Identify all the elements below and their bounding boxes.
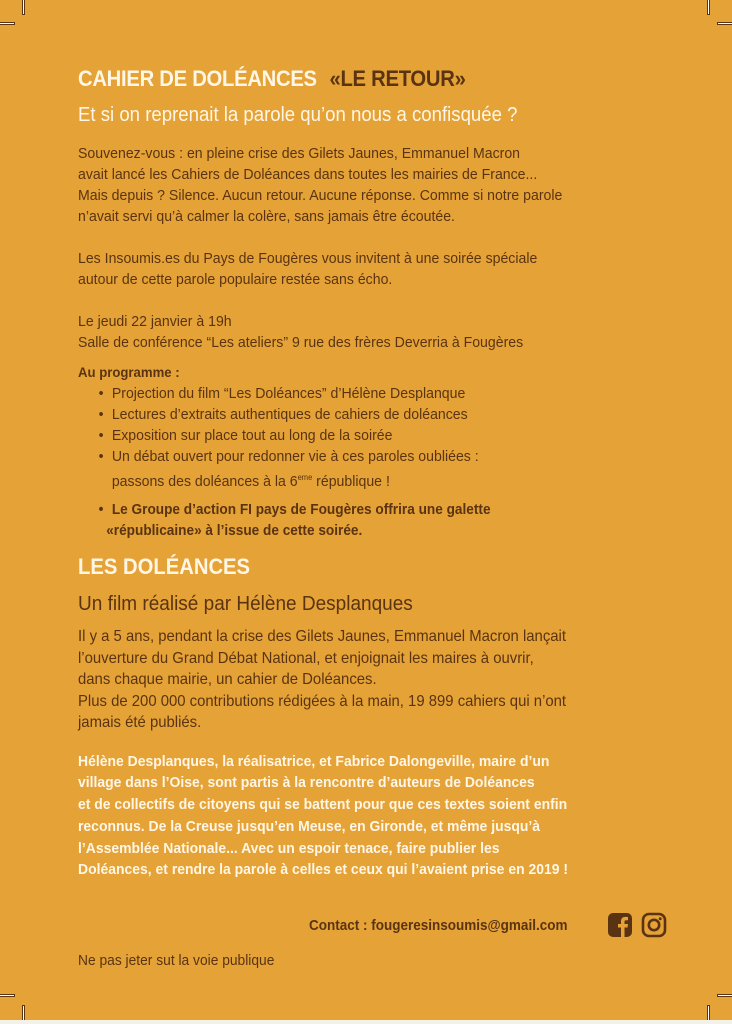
page-subtitle: Et si on reprenait la parole qu’on nous a confisquée ? xyxy=(78,104,518,126)
intro-line: n’avait servi qu’à calmer la colère, sans jamais être écoutée. xyxy=(78,208,455,225)
bullet-icon: • xyxy=(98,502,104,518)
page-edge xyxy=(0,1020,732,1024)
title-highlight: «LE RETOUR» xyxy=(329,66,466,91)
intro-line: Souvenez-vous : en pleine crise des Gilets Jaunes, Emmanuel Macron xyxy=(78,145,521,162)
film-highlight-line: village dans l’Oise, sont partis à la rencontre d’auteurs de Doléances xyxy=(78,774,535,792)
film-highlight-line: et de collectifs de citoyens qui se battent pour que ces textes soient enfin xyxy=(78,796,568,814)
film-subtitle: Un film réalisé par Hélène Desplanques xyxy=(78,593,413,615)
program-item: • Projection du film “Les Doléances” d’Hélène Desplanque xyxy=(98,385,466,402)
crop-mark-top-right-v xyxy=(708,0,709,14)
program-item-galette-continuation: «républicaine» à l’issue de cette soirée. xyxy=(106,523,363,539)
film-highlight-line: reconnus. De la Creuse jusqu’en Meuse, en Gironde, et même jusqu’à xyxy=(78,817,541,835)
film-section-title: LES DOLÉANCES xyxy=(78,554,251,579)
contact-email[interactable]: Contact : fougeresinsoumis@gmail.com xyxy=(309,916,568,934)
facebook-icon[interactable] xyxy=(607,912,633,938)
page-title xyxy=(78,62,630,96)
crop-mark-top-left-v xyxy=(23,0,24,14)
intro-paragraph xyxy=(78,143,642,227)
crop-mark-bottom-left-v xyxy=(23,1006,24,1020)
bullet-icon: • xyxy=(98,427,104,444)
film-description xyxy=(78,626,636,734)
intro-line: avait lancé les Cahiers de Doléances dans toutes les mairies de France... xyxy=(78,166,538,183)
invitation-line: Les Insoumis.es du Pays de Fougères vous invitent à une soirée spéciale xyxy=(78,250,538,267)
bullet-icon: • xyxy=(98,448,104,465)
instagram-icon[interactable] xyxy=(641,912,667,938)
program-item-continuation: passons des doléances à la 6eme république ! xyxy=(111,473,390,490)
crop-mark-top-left-h xyxy=(0,23,14,24)
film-highlight xyxy=(78,751,636,882)
flyer-content xyxy=(78,62,678,881)
film-highlight-line: l’Assemblée Nationale... Avec un espoir tenace, faire publier les xyxy=(78,839,500,857)
invitation-paragraph xyxy=(78,248,642,290)
film-description-line: Plus de 200 000 contributions rédigées à la main, 19 899 cahiers qui n’ont xyxy=(78,692,567,710)
film-description-line: l’ouverture du Grand Débat National, et enjoignait les maires à ouvrir, xyxy=(78,649,534,667)
program-item: • Exposition sur place tout au long de la soirée xyxy=(98,427,393,444)
bullet-icon: • xyxy=(98,406,104,423)
program-item: • Un débat ouvert pour redonner vie à ces paroles oubliées : xyxy=(98,448,479,465)
film-highlight-line: Doléances, et rendre la parole à celles et ceux qui l’avaient prise en 2019 ! xyxy=(78,861,569,879)
intro-line: Mais depuis ? Silence. Aucun retour. Aucune réponse. Comme si notre parole xyxy=(78,187,563,204)
program-item-galette: • Le Groupe d’action FI pays de Fougères offrira une galette xyxy=(78,500,642,521)
program-list xyxy=(78,383,642,492)
title-main: CAHIER DE DOLÉANCES xyxy=(78,66,317,91)
program-item: • Lectures d’extraits authentiques de cahiers de doléances xyxy=(98,406,468,423)
contact-row xyxy=(309,910,667,940)
bullet-icon: • xyxy=(98,385,104,402)
crop-mark-bottom-right-h xyxy=(718,995,732,996)
film-highlight-line: Hélène Desplanques, la réalisatrice, et Fabrice Dalongeville, maire d’un xyxy=(78,752,550,770)
crop-mark-bottom-left-h xyxy=(0,995,14,996)
event-venue: Salle de conférence “Les ateliers” 9 rue des frères Deverria à Fougères xyxy=(78,334,524,351)
event-details xyxy=(78,311,642,353)
event-date: Le jeudi 22 janvier à 19h xyxy=(78,313,232,330)
film-description-line: jamais été publiés. xyxy=(78,714,202,731)
footer-note: Ne pas jeter sut la voie publique xyxy=(78,952,275,969)
crop-mark-bottom-right-v xyxy=(708,1006,709,1020)
film-description-line: dans chaque mairie, un cahier de Doléances. xyxy=(78,671,377,688)
crop-mark-top-right-h xyxy=(718,23,732,24)
invitation-line: autour de cette parole populaire restée sans écho. xyxy=(78,271,393,288)
program-highlight-list xyxy=(78,500,642,542)
program-heading: Au programme : xyxy=(78,364,180,380)
film-description-line: Il y a 5 ans, pendant la crise des Gilets Jaunes, Emmanuel Macron lançait xyxy=(78,628,566,645)
